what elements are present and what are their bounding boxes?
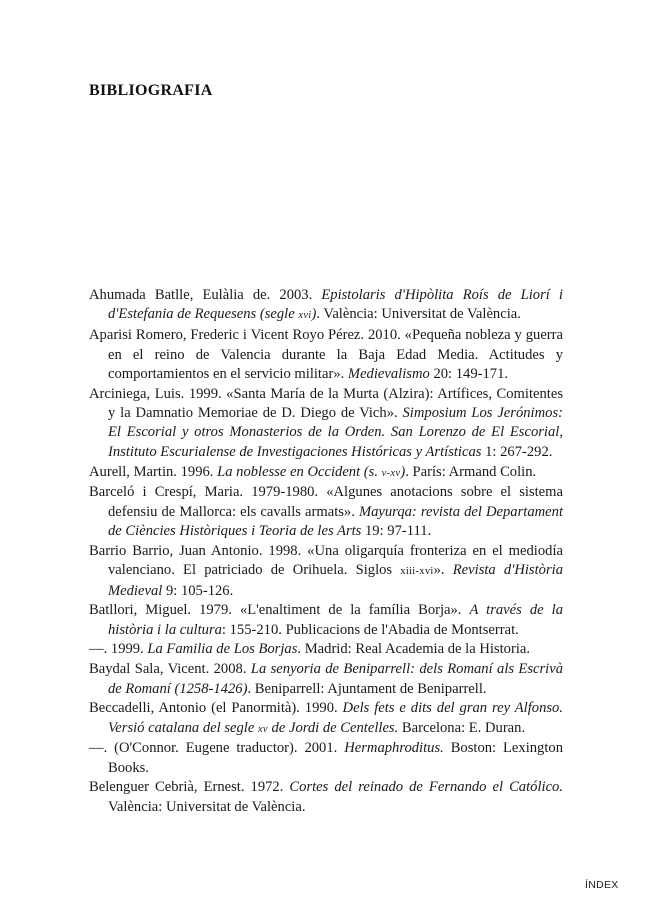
entry-title: La Familia de Los Borjas — [147, 641, 298, 658]
bib-entry-baydal — [89, 660, 563, 699]
bib-entry-beccadelli — [89, 699, 563, 739]
entry-title: Epistolaris d'Hipòlita Roís de Liorí i d'Estefania de Requesens (segle — [108, 287, 563, 323]
entry-title-smallcaps: v-xv — [381, 467, 401, 479]
entry-title: La senyoria de Beniparrell: dels Romaní als Escrivà de Romaní (1258-1426) — [108, 661, 563, 697]
entry-title: Dels fets e dits del gran rey Alfonso. Versió catalana del segle — [108, 700, 563, 736]
entry-title-smallcaps: xv — [257, 723, 268, 735]
bib-entry-aurell — [89, 463, 563, 483]
entry-publisher: . París: Armand Colin. — [405, 463, 537, 480]
entry-title-end: ) — [311, 306, 317, 323]
page-title: BIBLIOGRAFIA — [89, 82, 213, 99]
bib-entry-ahumada — [89, 286, 563, 326]
entry-title: A través de la història i la cultura — [108, 602, 563, 638]
entry-title-end: de Jordi de Centelles. — [267, 719, 399, 736]
entry-publisher: Barcelona: E. Duran. — [398, 719, 526, 736]
bib-entry-batllori-1999 — [89, 640, 563, 659]
entry-text: Barceló i Crespí, Maria. 1979-1980. «Algunes anotacions sobre el sistema defensiu de Mallorca: els cavalls armats». — [89, 484, 563, 520]
entry-title: Hermaphroditus. — [344, 740, 444, 757]
entry-text: Aparisi Romero, Frederic i Vicent Royo Pérez. 2010. «Pequeña nobleza y guerra en el reino de Valencia durante la Baja Edad Media. Actitudes y comportamientos en el servicio militar». — [89, 327, 563, 382]
entry-text: Ahumada Batlle, Eulàlia de. 2003. — [89, 287, 322, 303]
entry-pages: 20: 149-171. — [429, 365, 509, 382]
entry-publisher: : 155-210. Publicacions de l'Abadia de Montserrat. — [221, 621, 519, 638]
entry-text: Batllori, Miguel. 1979. «L'enaltiment de la família Borja». — [89, 602, 470, 619]
entry-title: Cortes del reinado de Fernando el Católico. — [289, 779, 563, 796]
entry-text: Arciniega, Luis. 1999. «Santa María de la Murta (Alzira): Artífices, Comitentes y la Damnatio Memoriae de D. Diego de Vich». — [89, 385, 563, 422]
entry-title: La noblesse en Occident (s. — [217, 463, 382, 480]
entry-text: Beccadelli, Antonio (el Panormità). 1990. — [89, 700, 343, 717]
entry-title: Revista d'Història Medieval — [108, 562, 563, 599]
entry-publisher: . Madrid: Real Academia de la Historia. — [297, 641, 531, 658]
entry-text: Belenguer Cebrià, Ernest. 1972. — [89, 779, 290, 796]
entry-pages: 1: 267-292. — [481, 443, 553, 460]
entry-publisher: . Beniparrell: Ajuntament de Beniparrell. — [247, 680, 487, 697]
entry-text: Aurell, Martin. 1996. — [89, 463, 218, 480]
index-link[interactable]: ÍNDEX — [585, 879, 619, 891]
entry-title-smallcaps: xvi — [298, 310, 312, 322]
entry-text-cont: ». — [433, 562, 453, 579]
entry-publisher: València: Universitat de València. — [108, 798, 306, 815]
entry-title: Simposium Los Jerónimos: El Escorial y otros Monasterios de la Orden. San Lorenzo de El Escorial, Instituto Escurialense de Investigaciones Históricas y Artísticas — [108, 405, 563, 460]
bib-entry-beccadelli-2001 — [89, 739, 563, 778]
entry-publisher: Boston: Lexington Books. — [108, 740, 564, 776]
bib-entry-batllori — [89, 601, 563, 640]
entry-pages: 19: 97-111. — [361, 523, 432, 540]
bib-entry-arciniega — [89, 385, 563, 463]
entry-text: Baydal Sala, Vicent. 2008. — [89, 661, 251, 678]
entry-title-end: ) — [400, 463, 406, 480]
entry-pages: 9: 105-126. — [162, 582, 234, 599]
entry-smallcaps: xiii-xvi — [400, 566, 434, 578]
bibliography-list — [89, 286, 563, 818]
bib-entry-barcelo — [89, 483, 563, 541]
bib-entry-belenguer — [89, 778, 563, 817]
entry-title: Mayurqa: revista del Departament de Ciències Històriques i Teoria de les Arts — [108, 503, 563, 540]
bib-entry-barrio — [89, 542, 563, 601]
entry-text: —. (O'Connor. Eugene traductor). 2001. — [89, 740, 345, 757]
entry-title: Medievalismo — [347, 365, 430, 382]
entry-text: Barrio Barrio, Juan Antonio. 1998. «Una oligarquía fronteriza en el mediodía valenciano. El patriciado de Orihuela. Siglos — [89, 542, 563, 579]
entry-publisher: . València: Universitat de València. — [316, 306, 521, 323]
bib-entry-aparisi — [89, 326, 563, 384]
entry-text: —. 1999. — [89, 641, 148, 658]
